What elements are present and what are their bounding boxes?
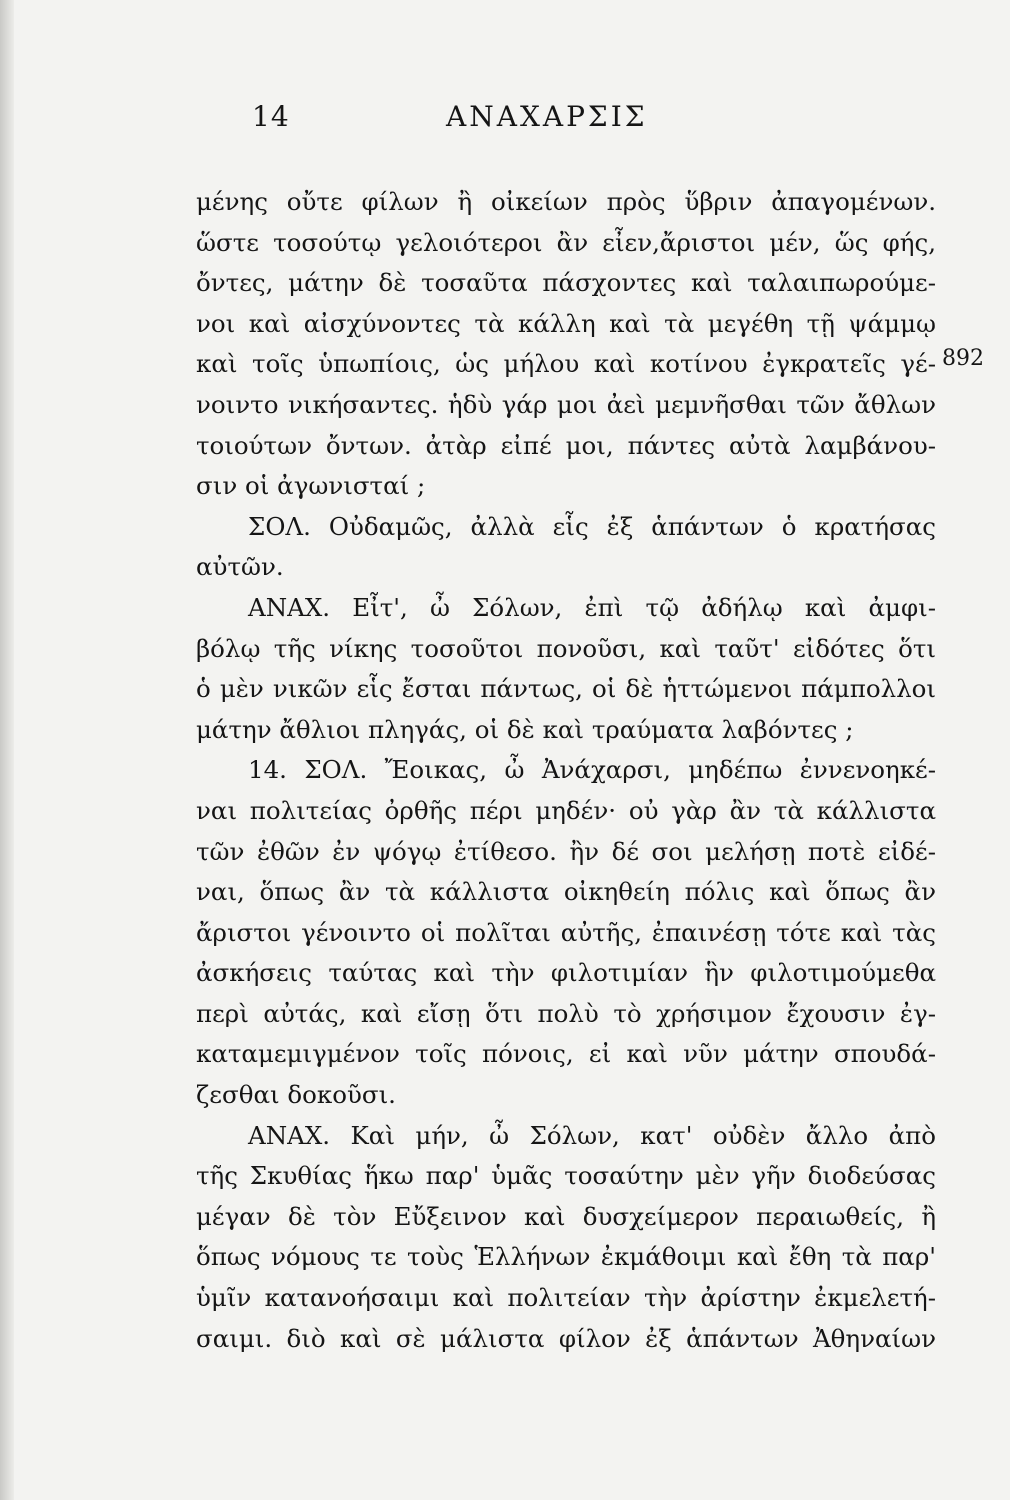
text-line: ὄντες, μάτην δὲ τοσαῦτα πάσχοντες καὶ ταλαιπωρούμε-	[196, 268, 936, 298]
text-line: ὥστε τοσούτῳ γελοιότεροι ἂν εἶεν,ἄριστοι μέν, ὥς φής,	[196, 227, 936, 257]
text-line: σαιμι. διὸ καὶ σὲ μάλιστα φίλον ἐξ ἁπάντων Ἀθηναίων	[196, 1323, 936, 1353]
page-number: 14	[252, 100, 290, 133]
text-line: ΣΟΛ. Οὐδαμῶς, ἀλλὰ εἷς ἐξ ἁπάντων ὁ κρατήσας	[248, 511, 936, 541]
text-line: ζεσθαι δοκοῦσι.	[196, 1080, 396, 1110]
text-line: τοιούτων ὄντων. ἀτὰρ εἰπέ μοι, πάντες αὐτὰ λαμβάνου-	[196, 430, 936, 460]
running-head: ΑΝΑΧΑΡΣΙΣ	[446, 100, 648, 133]
text-line: αὐτῶν.	[196, 552, 284, 582]
text-line: 14. ΣΟΛ. Ἔοικας, ὦ Ἀνάχαρσι, μηδέπω ἐννενοηκέ-	[248, 755, 936, 785]
text-line: καταμεμιγμένον τοῖς πόνοις, εἰ καὶ νῦν μάτην σπουδά-	[196, 1039, 936, 1069]
text-line: ὑμῖν κατανοήσαιμι καὶ πολιτείαν τὴν ἀρίστην ἐκμελετή-	[196, 1283, 936, 1313]
text-line: τῶν ἐθῶν ἐν ψόγῳ ἐτίθεσο. ἢν δέ σοι μελήσῃ ποτὲ εἰδέ-	[196, 836, 936, 866]
text-line: ΑΝΑΧ. Καὶ μήν, ὦ Σόλων, κατ' οὐδὲν ἄλλο ἀπὸ	[248, 1120, 936, 1150]
text-line: μέγαν δὲ τὸν Εὔξεινον καὶ δυσχείμερον περαιωθείς, ἢ	[196, 1201, 936, 1231]
text-line: νοιντο νικήσαντες. ἡδὺ γάρ μοι ἀεὶ μεμνῆσθαι τῶν ἄθλων	[196, 389, 936, 419]
text-line: νοι καὶ αἰσχύνοντες τὰ κάλλη καὶ τὰ μεγέθη τῇ ψάμμῳ	[196, 308, 936, 338]
text-line: περὶ αὐτάς, καὶ εἴσῃ ὅτι πολὺ τὸ χρήσιμον ἔχουσιν ἐγ-	[196, 998, 936, 1028]
text-line: ναι, ὅπως ἂν τὰ κάλλιστα οἰκηθείη πόλις καὶ ὅπως ἂν	[196, 877, 936, 907]
page-edge-shadow	[0, 0, 14, 1500]
text-line: βόλῳ τῆς νίκης τοσοῦτοι πονοῦσι, καὶ ταῦτ' εἰδότες ὅτι	[196, 633, 936, 663]
text-line: ὁ μὲν νικῶν εἷς ἔσται πάντως, οἱ δὲ ἡττώμενοι πάμπολλοι	[196, 674, 936, 704]
text-line: σιν οἱ ἀγωνισταί ;	[196, 471, 426, 501]
text-line: καὶ τοῖς ὑπωπίοις, ὡς μήλου καὶ κοτίνου ἐγκρατεῖς γέ-	[196, 349, 936, 379]
text-line: ΑΝΑΧ. Εἶτ', ὦ Σόλων, ἐπὶ τῷ ἀδήλῳ καὶ ἀμφι-	[248, 592, 936, 622]
text-line: ναι πολιτείας ὀρθῆς πέρι μηδέν· οὐ γὰρ ἂν τὰ κάλλιστα	[196, 795, 936, 825]
text-line: μένης οὔτε φίλων ἢ οἰκείων πρὸς ὕβριν ἀπαγομένων.	[196, 187, 936, 216]
text-line: μάτην ἄθλιοι πληγάς, οἱ δὲ καὶ τραύματα λαβόντες ;	[196, 714, 854, 744]
margin-line-number: 892	[942, 346, 984, 371]
page-header	[0, 100, 1010, 140]
text-line: ἀσκήσεις ταύτας καὶ τὴν φιλοτιμίαν ἣν φιλοτιμούμεθα	[196, 958, 936, 988]
body-text	[196, 182, 936, 1359]
text-line: ἄριστοι γένοιντο οἱ πολῖται αὐτῆς, ἐπαινέσῃ τότε καὶ τὰς	[196, 917, 936, 947]
text-line: ὅπως νόμους τε τοὺς Ἑλλήνων ἐκμάθοιμι καὶ ἔθη τὰ παρ'	[196, 1242, 936, 1272]
text-line: τῆς Σκυθίας ἥκω παρ' ὑμᾶς τοσαύτην μὲν γῆν διοδεύσας	[196, 1161, 936, 1191]
